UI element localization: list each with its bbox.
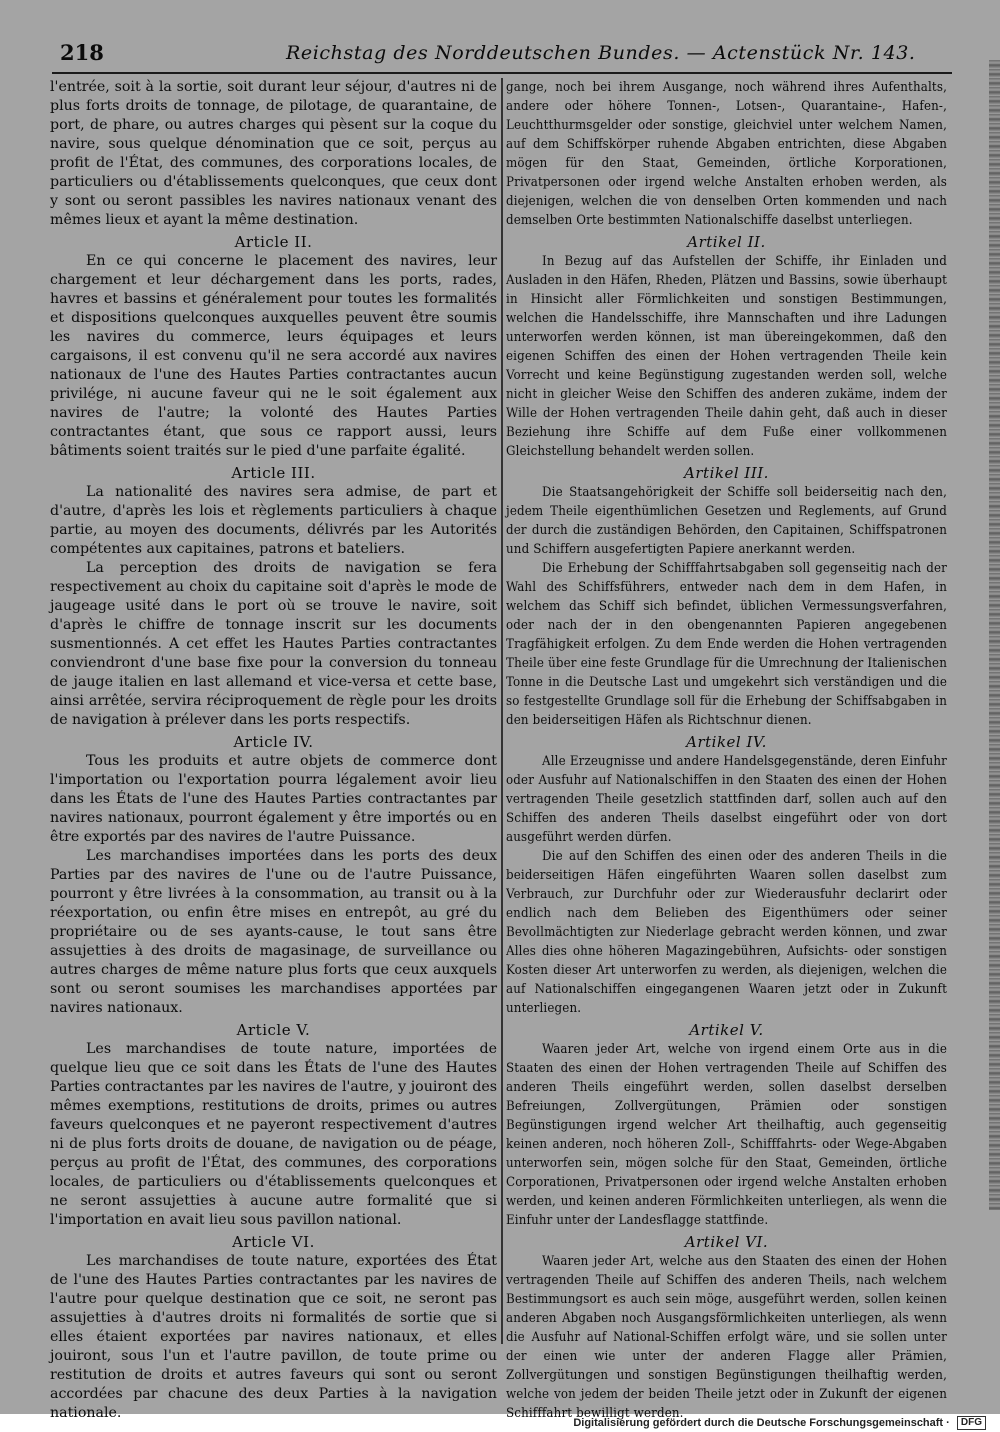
french-article-4-paragraph-1: Tous les produits et autre objets de commerce dont l'importation ou l'exportation pourra légalement avoir lieu dans les États de l'une des Hautes Parties contractantes par navires nationaux, pourront également y être importés ou en être exportés par des navires de l'autre Puissance. — [50, 753, 497, 845]
french-article-5-heading: Article V. — [236, 1021, 311, 1039]
french-article-3-heading: Article III. — [231, 464, 316, 482]
french-column — [50, 78, 497, 1421]
credit-text: Digitalisierung gefördert durch die Deutsche Forschungsgemeinschaft · — [573, 1417, 950, 1429]
german-article-4-heading: Artikel IV. — [686, 733, 767, 751]
french-article-3-paragraph-1: La nationalité des navires sera admise, de part et d'autre, d'après les lois et règlements particuliers à chaque partie, au moyen des documents, délivrés par les Autorités compétentes aux capitaines, patrons et bateliers. — [50, 484, 497, 557]
german-column — [506, 78, 947, 1421]
french-article-2-heading: Article II. — [234, 233, 313, 251]
page-header — [60, 40, 960, 70]
dfg-logo: DFG — [957, 1416, 986, 1430]
french-article-4-paragraph-2: Les marchandises importées dans les ports des deux Parties par des navires de l'une ou de l'autre Puissance, pourront y être livrées à la consommation, au transit ou à la réexportation, ou enfin être mises en entrepôt, au gré du propriétaire ou de ses ayants-cause, le tout sans être assujetties à des droits de magasinage, de surveillance ou autres charges de même nature plus forts que ceux auxquels sont ou seront soumises les marchandises apportées par navires nationaux. — [50, 848, 497, 1016]
german-article-2-heading: Artikel II. — [687, 233, 766, 251]
page-edge-shadow — [989, 60, 1000, 1210]
german-article-3-heading: Artikel III. — [684, 464, 769, 482]
french-article-2-paragraph: En ce qui concerne le placement des navires, leur chargement et leur déchargement dans les ports, rades, havres et bassins et généralement pour toutes les formalités et dispositions quelconques auxquelles peuvent être soumis les navires du commerce, leurs équipages et leurs cargaisons, il est convenu qu'il ne sera accordé aux navires nationaux de l'une des Hautes Parties contractantes aucun privilége, ni aucune faveur qui ne le soit également aux navires de l'autre; la volonté des Hautes Parties contractantes étant, que sous ce rapport aussi, leurs bâtiments soient traités sur le pied d'une parfaite égalité. — [50, 253, 497, 459]
page-number: 218 — [60, 40, 104, 65]
french-article-4-heading: Article IV. — [233, 733, 314, 751]
german-article-6-heading: Artikel VI. — [684, 1233, 769, 1251]
french-article-6-paragraph: Les marchandises de toute nature, exportées des État de l'une des Hautes Parties contractantes par les navires de l'autre pour quelque destination que ce soit, ne seront pas assujetties à d'autres droits ni formalités de sortie que si elles étaient exportées par navires nationaux, et elles jouiront, sous l'un et l'autre pavillon, de toute prime ou restitution de droits et autres faveurs qui sont ou seront accordées par chacune des deux Parties à la navigation nationale. — [50, 1253, 497, 1421]
german-article-6-paragraph: Waaren jeder Art, welche aus den Staaten des einen der Hohen vertragenden Theile auf Schiffen des anderen Theils, nach welchem Bestimmungsort es auch sein möge, ausgeführt werden, sollen keinen anderen Abgaben noch Ausgangsförmlichkeiten unterliegen, als wenn die Ausfuhr auf National-Schiffen erfolgt wäre, und sie sollen unter der einen wie unter der anderen Flagge aller Prämien, Zollvergütungen und sonstigen Begünstigungen theilhaftig werden, welche von jedem der beiden Theile jetzt oder in Zukunft der eigenen Schifffahrt bewilligt werden. — [506, 1254, 947, 1421]
german-article-3-paragraph-1: Die Staatsangehörigkeit der Schiffe soll beiderseitig nach den, jedem Theile eigenthümlichen Gesetzen und Reglements, auf Grund der durch die zuständigen Behörden, den Capitainen, Schiffspatronen und Schiffern ausgefertigten Papiere anerkannt werden. — [506, 485, 947, 557]
german-intro-paragraph: gange, noch bei ihrem Ausgange, noch während ihres Aufenthalts, andere oder höhere Tonnen-, Lotsen-, Quarantaine-, Hafen-, Leuchtthurmsgelder oder sonstige, gleichviel unter welchem Namen, auf dem Schiffskörper ruhende Abgaben entrichten, diese Abgaben mögen für den Staat, Gemeinden, örtliche Korporationen, Privatpersonen oder irgend welche Anstalten erhoben werden, als diejenigen, welchen die von denselben Orten kommenden und nach demselben Orte bestimmten Nationalschiffe daselbst unterliegen. — [506, 80, 947, 228]
french-article-5-paragraph: Les marchandises de toute nature, importées de quelque lieu que ce soit dans les États de l'une des Hautes Parties contractantes par les navires de l'autre, y jouiront des mêmes exemptions, restitutions de droits, primes ou autres faveurs quelconques et ne payeront respectivement d'autres ni de plus forts droits de douane, de navigation ou de péage, perçus au profit de l'État, des communes, des corporations locales, de particuliers ou d'établissements quelconques et ne seront assujetties à aucune autre formalité que si l'importation en avait lieu sous pavillon national. — [50, 1041, 497, 1228]
digitization-credit — [556, 1416, 986, 1432]
column-divider — [501, 78, 503, 1344]
german-article-5-paragraph: Waaren jeder Art, welche von irgend einem Orte aus in die Staaten des einen der Hohen vertragenden Theile auf Schiffen des anderen Theils eingeführt werden, sollen daselbst derselben Befreiungen, Zollvergütungen, Prämien oder sonstigen Begünstigungen irgend welcher Art theilhaftig, auch gegenseitig keinen anderen, noch höheren Zoll-, Schifffahrts- oder Wege-Abgaben unterworfen sein, mögen solche für den Staat, Gemeinden, örtliche Corporationen, Privatpersonen oder irgend welche Anstalten erhoben werden, und keinen anderen Förmlichkeiten unterliegen, als wenn die Einfuhr unter der Landesflagge stattfinde. — [506, 1042, 947, 1228]
running-title: Reichstag des Norddeutschen Bundes. — Actenstück Nr. 143. — [286, 42, 916, 64]
german-article-3-paragraph-2: Die Erhebung der Schifffahrtsabgaben soll gegenseitig nach der Wahl des Schiffsführers, entweder nach dem in dem Hafen, in welchem das Schiff sich befindet, üblichen Vermessungsverfahren, oder nach der in den obengenannten Papieren angegebenen Tragfähigkeit erfolgen. Zu dem Ende werden die Hohen vertragenden Theile über eine feste Grundlage für die Umrechnung der Italienischen Tonne in die Deutsche Last und umgekehrt sich verständigen und die so festgestellte Grundlage soll für die Erhebung der Schiffsabgaben in den beiderseitigen Häfen als Richtschnur dienen. — [506, 561, 947, 728]
german-article-2-paragraph: In Bezug auf das Aufstellen der Schiffe, ihr Einladen und Ausladen in den Häfen, Rheden, Plätzen und Bassins, sowie überhaupt in Hinsicht aller Förmlichkeiten und sonstigen Bestimmungen, welchen die Handelsschiffe, ihre Mannschaften und ihre Ladungen unterworfen werden können, ist man übereingekommen, daß den eigenen Schiffen des einen der Hohen vertragenden Theile kein Vorrecht und keine Begünstigung zugestanden werden soll, welche nicht in gleicher Weise den Schiffen des anderen zukäme, indem der Wille der Hohen vertragenden Theile dahin geht, daß auch in dieser Beziehung ihre Schiffe auf dem Fuße einer vollkommenen Gleichstellung behandelt werden sollen. — [506, 254, 947, 459]
french-intro-paragraph: l'entrée, soit à la sortie, soit durant leur séjour, d'autres ni de plus forts droits de tonnage, de pilotage, de quarantaine, de port, de phare, ou autres charges qui pèsent sur la coque du navire, sous quelque dénomination que ce soit, perçus au profit de l'État, des communes, des corporations locales, de particuliers ou d'établissements quelconques, que ceux dont y sont ou seront passibles les navires nationaux venant des mêmes lieux et ayant la même destination. — [50, 79, 497, 228]
german-article-5-heading: Artikel V. — [689, 1021, 764, 1039]
german-article-4-paragraph-1: Alle Erzeugnisse und andere Handelsgegenstände, deren Einfuhr oder Ausfuhr auf Nationalschiffen in den Staaten des einen der Hohen vertragenden Theile gesetzlich stattfinden darf, sollen auch auf den Schiffen des anderen Theils daselbst eingeführt oder von dort ausgeführt werden dürfen. — [506, 754, 947, 845]
header-rule — [52, 72, 952, 74]
french-article-6-heading: Article VI. — [232, 1233, 315, 1251]
german-article-4-paragraph-2: Die auf den Schiffen des einen oder des anderen Theils in die beiderseitigen Häfen eingeführten Waaren sollen daselbst zum Verbrauch, zur Durchfuhr oder zur Wiederausfuhr declarirt oder endlich nach dem Belieben des Eigenthümers oder seiner Bevollmächtigten zur Niederlage gebracht werden können, und zwar Alles dies ohne höheren Magazingebühren, Aufsichts- oder sonstigen Kosten dieser Art unterworfen zu werden, als diejenigen, welchen die auf Nationalschiffen eingegangenen Waaren jetzt oder in Zukunft unterliegen. — [506, 849, 947, 1016]
french-article-3-paragraph-2: La perception des droits de navigation se fera respectivement au choix du capitaine soit d'après le mode de jaugeage usité dans le port où se trouve le navire, soit d'après le chiffre de tonnage inscrit sur les documents susmentionnés. A cet effet les Hautes Parties contractantes conviendront d'une base fixe pour la conversion du tonneau de jauge italien en last allemand et vice-versa et cette base, ainsi arrêtée, servira réciproquement de règle pour les droits de navigation à prélever dans les ports respectifs. — [50, 560, 497, 728]
